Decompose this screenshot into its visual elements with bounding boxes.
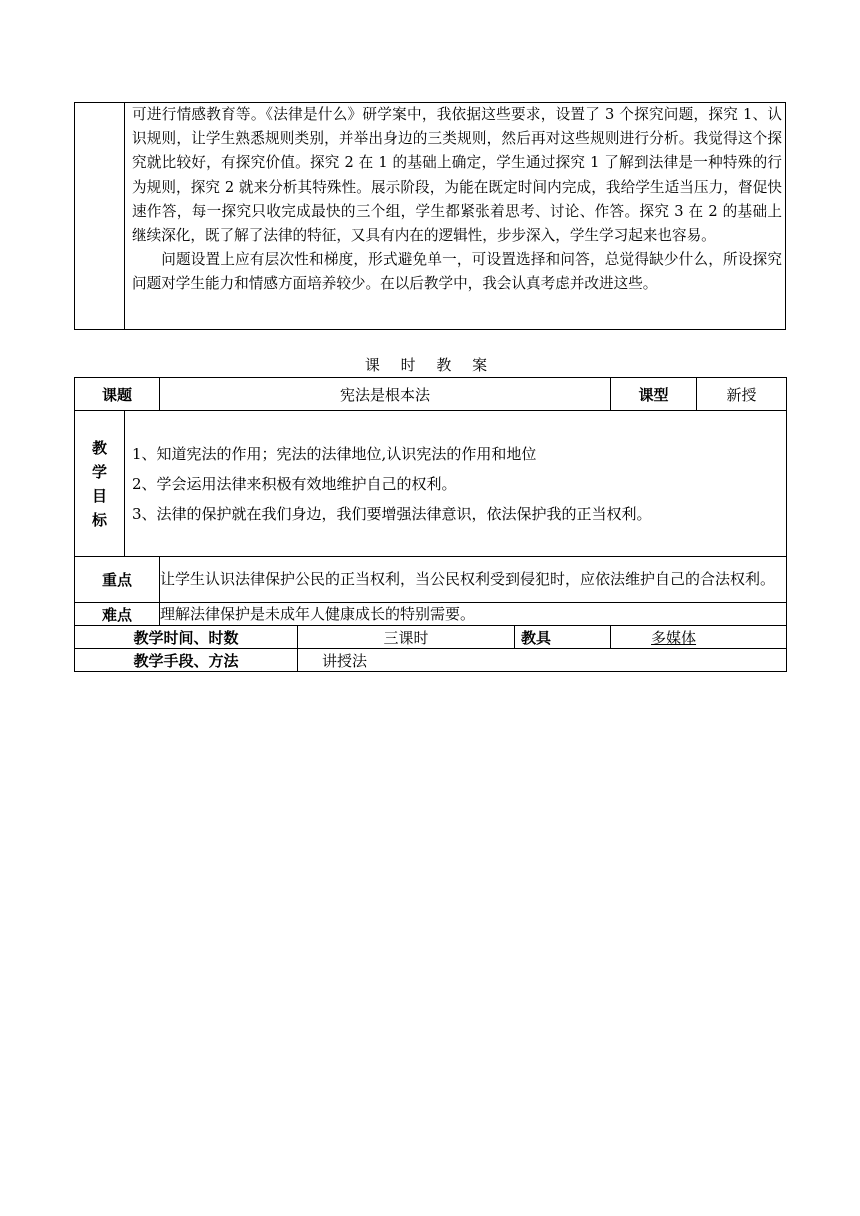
difficulty-text: 理解法律保护是未成年人健康成长的特别需要。 [160,603,787,626]
topic-label: 课题 [75,378,160,411]
lesson-plan-table [74,377,787,672]
goals-label [75,411,125,557]
goals-label-char: 学 [91,462,107,481]
type-value: 新授 [697,378,787,411]
tools-value-cell [611,626,787,649]
method-row [75,649,787,672]
lesson-plan-title: 课 时 教 案 [364,356,496,374]
topic-row [75,378,787,411]
time-label: 教学时间、时数 [75,626,298,649]
goals-row [75,411,787,557]
difficulty-row [75,603,787,626]
goals-label-char: 目 [91,486,107,505]
time-value: 三课时 [298,626,515,649]
tools-label: 教具 [515,626,611,649]
goals-label-char: 标 [91,510,107,529]
topic-value: 宪法是根本法 [160,378,611,411]
reflection-label-cell [75,103,125,329]
type-label: 课型 [611,378,697,411]
goal-item: 2、学会运用法律来积极有效地维护自己的权利。 [132,474,457,493]
tools-value: 多媒体 [651,628,697,647]
key-point-text: 让学生认识法律保护公民的正当权利，当公民权利受到侵犯时，应依法维护自己的合法权利。 [160,557,787,603]
method-value: 讲授法 [298,649,787,672]
time-row [75,626,787,649]
reflection-content [132,103,782,297]
goals-content [125,411,787,557]
goals-label-char: 教 [91,438,107,457]
reflection-paragraph-2: 问题设置上应有层次性和梯度，形式避免单一，可设置选择和问答，总觉得缺少什么，所设探究问题对学生能力和情感方面培养较少。在以后教学中，我会认真考虑并改进这些。 [132,251,782,293]
key-point-label: 重点 [75,557,160,603]
reflection-table [74,102,786,330]
difficulty-label: 难点 [75,603,160,626]
key-point-row [75,557,787,603]
method-label: 教学手段、方法 [75,649,298,672]
goal-item: 1、知道宪法的作用；宪法的法律地位,认识宪法的作用和地位 [132,444,537,463]
goal-item: 3、法律的保护就在我们身边，我们要增强法律意识，依法保护我的正当权利。 [132,504,652,523]
reflection-paragraph-1: 可进行情感教育等。《法律是什么》研学案中，我依据这些要求，设置了 3 个探究问题，探究 1、认识规则，让学生熟悉规则类别，并举出身边的三类规则，然后再对这些规则进行分析。我觉得这个探究就比较好，有探究价值。探究 2 在 1 的基础上确定，学生通过探究 1 了解到法律是一种特殊的行为规则，探究 2 就来分析其特殊性。展示阶段，为能在既定时间内完成，我给学生适当压力，督促快速作答，每一探究只收完成最快的三个组，学生都紧张着思考、讨论、作答。探究 3 在 2 的基础上继续深化，既了解了法律的特征，又具有内在的逻辑性，步步深入，学生学习起来也容易。 [132,106,782,245]
